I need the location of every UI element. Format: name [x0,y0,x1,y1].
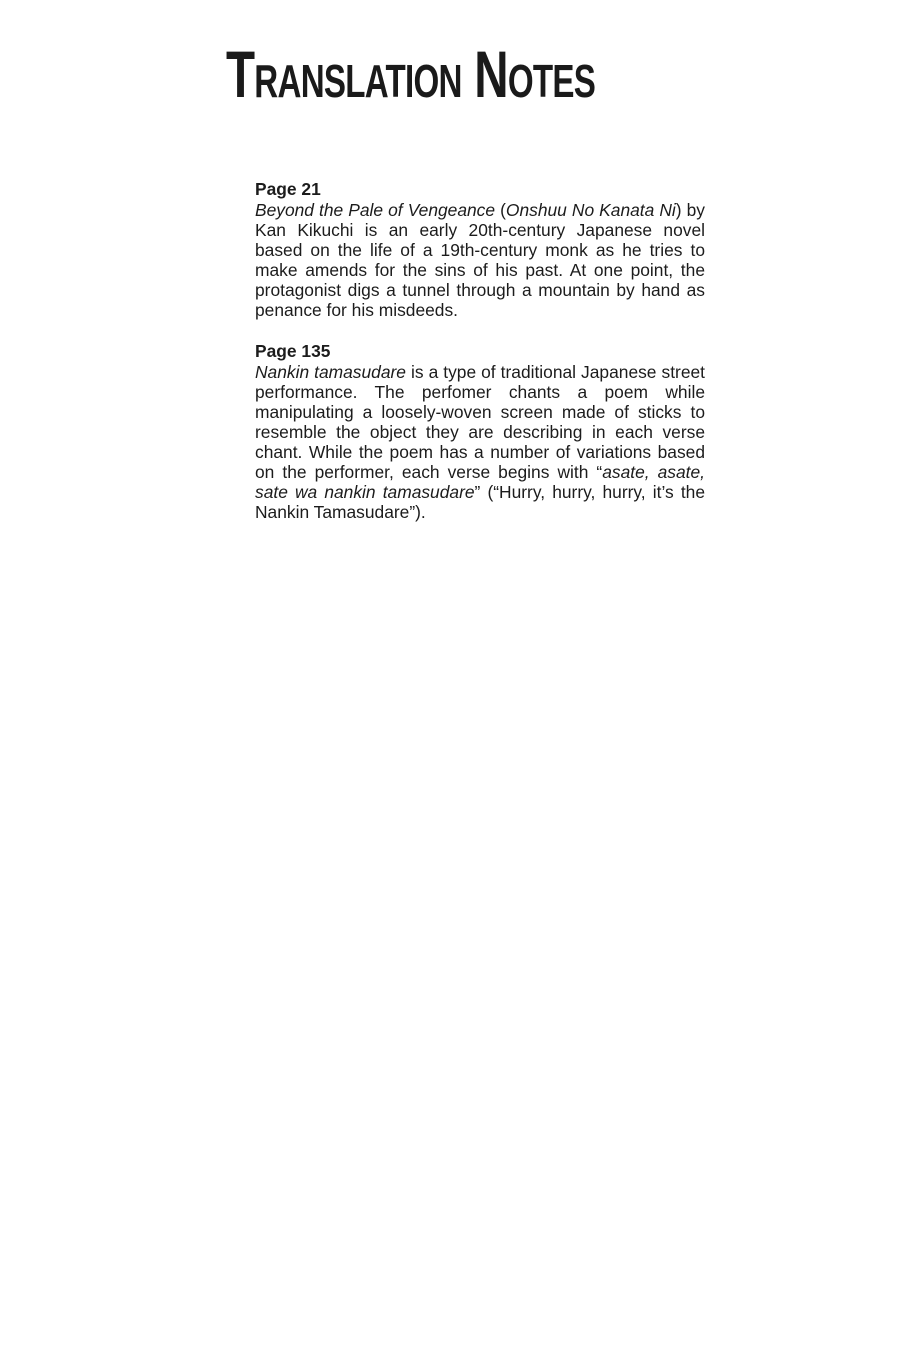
note-text: ) by Kan Kikuchi is an early 20th-century Japanese novel based on the life of a 19th-century monk as he tries to make amends for the sins of his past. At one point, the protagonist digs a tunnel through a mountain by hand as penance for his misdeeds. [255,200,705,320]
note-page-135 [255,340,705,522]
note-body [255,362,705,522]
note-text: ( [495,200,506,220]
term: Nankin tamasudare [255,362,406,382]
translation-notes-list [255,178,705,542]
work-title: Beyond the Pale of Vengeance [255,200,496,220]
note-page-21 [255,178,705,320]
page-title: Translation Notes [226,37,596,111]
note-text: ” (“Hurry, hurry, hurry, it’s the Nankin Tamasudare”). [255,482,705,522]
note-heading: Page 21 [255,179,321,199]
note-text: is a type of traditional Japanese street performance. The perfomer chants a poem while manipulating a loosely-woven screen made of sticks to resemble the object they are describing in each verse chant. While the poem has a number of variations based on the performer, each verse begins with “ [255,362,705,482]
original-title: Onshuu No Kanata Ni [505,200,676,220]
note-heading: Page 135 [255,341,331,361]
quoted-verse: asate, asate, sate wa nankin tamasudare [255,462,705,502]
note-body [255,200,705,320]
